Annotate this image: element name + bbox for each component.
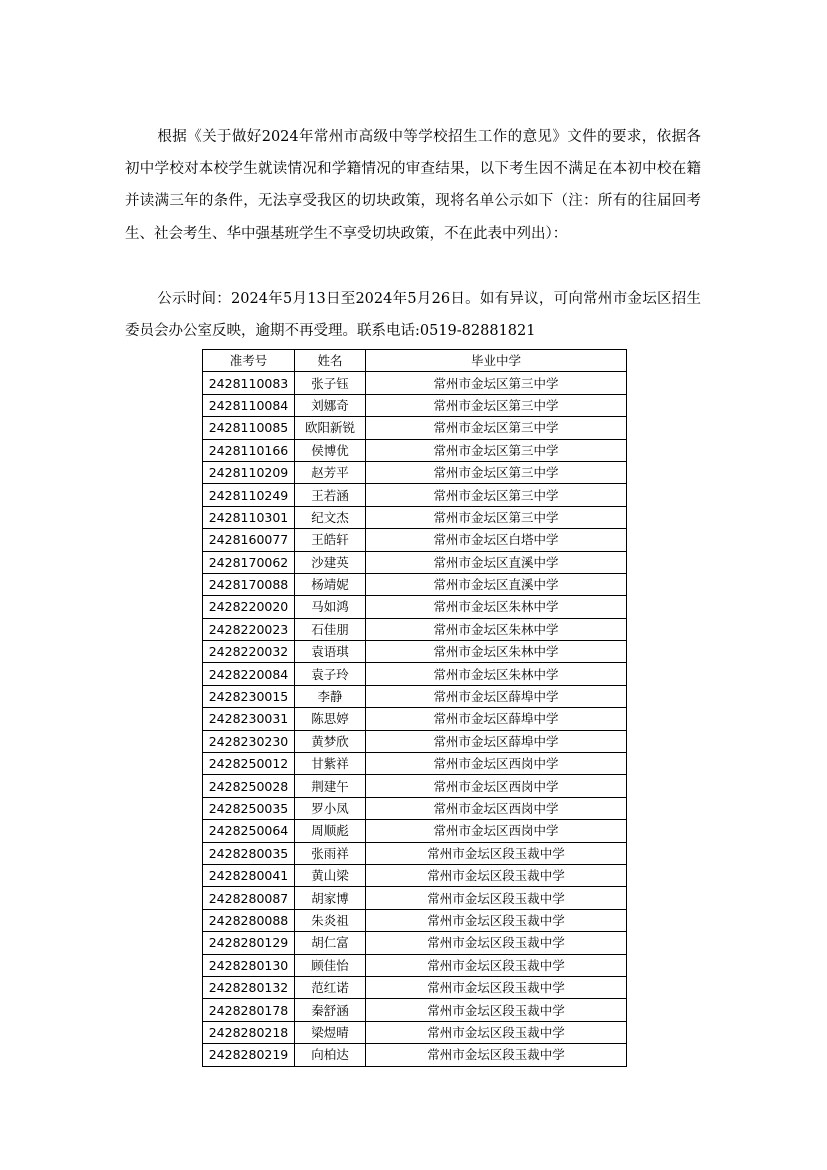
- notice-paragraph-period: [125, 283, 701, 347]
- table-row: [203, 820, 627, 842]
- cell-name: 欧阳新锐: [295, 417, 366, 439]
- table-row: [203, 932, 627, 954]
- cell-school: 常州市金坛区朱林中学: [366, 641, 627, 663]
- cell-school: 常州市金坛区直溪中学: [366, 551, 627, 573]
- cell-school: 常州市金坛区西岗中学: [366, 775, 627, 797]
- cell-school: 常州市金坛区段玉裁中学: [366, 887, 627, 909]
- cell-exam-number: 2428280178: [203, 999, 295, 1021]
- cell-school: 常州市金坛区白塔中学: [366, 529, 627, 551]
- cell-school: 常州市金坛区第三中学: [366, 439, 627, 461]
- cell-name: 侯博优: [295, 439, 366, 461]
- table-row: [203, 842, 627, 864]
- cell-exam-number: 2428110209: [203, 461, 295, 483]
- notice-paragraph-intro-text: 根据《关于做好2024年常州市高级中等学校招生工作的意见》文件的要求，依据各初中学校对本校学生就读情况和学籍情况的审查结果，以下考生因不满足在本初中校在籍并读满三年的条件，无法享受我区的切块政策，现将名单公示如下（注：所有的往届回考生、社会考生、华中强基班学生不享受切块政策，不在此表中列出）：: [125, 129, 701, 242]
- table-row: [203, 775, 627, 797]
- cell-name: 刘娜奇: [295, 394, 366, 416]
- cell-exam-number: 2428280132: [203, 976, 295, 998]
- cell-name: 胡仁富: [295, 932, 366, 954]
- cell-name: 甘紫祥: [295, 753, 366, 775]
- cell-exam-number: 2428280035: [203, 842, 295, 864]
- table-row: [203, 461, 627, 483]
- cell-school: 常州市金坛区第三中学: [366, 484, 627, 506]
- cell-name: 王若涵: [295, 484, 366, 506]
- table-row: [203, 596, 627, 618]
- cell-school: 常州市金坛区薛埠中学: [366, 708, 627, 730]
- notice-paragraph-intro: [125, 121, 701, 250]
- table-row: [203, 551, 627, 573]
- table-row: [203, 887, 627, 909]
- table-row: [203, 1021, 627, 1043]
- cell-name: 荆建午: [295, 775, 366, 797]
- cell-name: 袁语琪: [295, 641, 366, 663]
- cell-school: 常州市金坛区段玉裁中学: [366, 1021, 627, 1043]
- cell-school: 常州市金坛区第三中学: [366, 394, 627, 416]
- table-row: [203, 864, 627, 886]
- table-row: [203, 529, 627, 551]
- cell-exam-number: 2428220020: [203, 596, 295, 618]
- cell-exam-number: 2428280041: [203, 864, 295, 886]
- table-row: [203, 976, 627, 998]
- cell-school: 常州市金坛区直溪中学: [366, 573, 627, 595]
- table-row: [203, 372, 627, 394]
- cell-school: 常州市金坛区西岗中学: [366, 753, 627, 775]
- header-exam-number: 准考号: [203, 350, 295, 372]
- cell-name: 梁煜晴: [295, 1021, 366, 1043]
- cell-exam-number: 2428250012: [203, 753, 295, 775]
- cell-name: 赵芳平: [295, 461, 366, 483]
- table-row: [203, 417, 627, 439]
- cell-school: 常州市金坛区段玉裁中学: [366, 842, 627, 864]
- cell-school: 常州市金坛区段玉裁中学: [366, 976, 627, 998]
- header-school: 毕业中学: [366, 350, 627, 372]
- cell-exam-number: 2428110084: [203, 394, 295, 416]
- cell-name: 张子钰: [295, 372, 366, 394]
- table-row: [203, 663, 627, 685]
- cell-school: 常州市金坛区段玉裁中学: [366, 932, 627, 954]
- cell-school: 常州市金坛区朱林中学: [366, 663, 627, 685]
- table-row: [203, 484, 627, 506]
- cell-exam-number: 2428230015: [203, 685, 295, 707]
- cell-school: 常州市金坛区薛埠中学: [366, 685, 627, 707]
- cell-school: 常州市金坛区西岗中学: [366, 797, 627, 819]
- cell-name: 秦舒涵: [295, 999, 366, 1021]
- cell-exam-number: 2428220023: [203, 618, 295, 640]
- cell-exam-number: 2428110083: [203, 372, 295, 394]
- cell-school: 常州市金坛区西岗中学: [366, 820, 627, 842]
- cell-exam-number: 2428110301: [203, 506, 295, 528]
- cell-name: 陈思婷: [295, 708, 366, 730]
- cell-school: 常州市金坛区段玉裁中学: [366, 999, 627, 1021]
- cell-school: 常州市金坛区段玉裁中学: [366, 909, 627, 931]
- cell-name: 罗小凤: [295, 797, 366, 819]
- cell-exam-number: 2428280130: [203, 954, 295, 976]
- cell-name: 范红诺: [295, 976, 366, 998]
- cell-name: 杨靖妮: [295, 573, 366, 595]
- table-row: [203, 730, 627, 752]
- cell-school: 常州市金坛区朱林中学: [366, 596, 627, 618]
- table-header-row: [203, 350, 627, 372]
- cell-name: 张雨祥: [295, 842, 366, 864]
- table-row: [203, 685, 627, 707]
- table-row: [203, 641, 627, 663]
- cell-exam-number: 2428170088: [203, 573, 295, 595]
- table-row: [203, 753, 627, 775]
- cell-name: 周顺彪: [295, 820, 366, 842]
- cell-name: 纪文杰: [295, 506, 366, 528]
- cell-exam-number: 2428220032: [203, 641, 295, 663]
- cell-school: 常州市金坛区第三中学: [366, 506, 627, 528]
- table-row: [203, 394, 627, 416]
- cell-name: 黄山梁: [295, 864, 366, 886]
- cell-name: 沙建英: [295, 551, 366, 573]
- cell-exam-number: 2428250028: [203, 775, 295, 797]
- cell-name: 向柏达: [295, 1044, 366, 1066]
- cell-exam-number: 2428250064: [203, 820, 295, 842]
- cell-exam-number: 2428280088: [203, 909, 295, 931]
- cell-exam-number: 2428160077: [203, 529, 295, 551]
- cell-school: 常州市金坛区薛埠中学: [366, 730, 627, 752]
- cell-name: 石佳朋: [295, 618, 366, 640]
- cell-name: 李静: [295, 685, 366, 707]
- cell-exam-number: 2428110085: [203, 417, 295, 439]
- cell-exam-number: 2428220084: [203, 663, 295, 685]
- table-row: [203, 999, 627, 1021]
- cell-school: 常州市金坛区第三中学: [366, 417, 627, 439]
- cell-name: 顾佳怡: [295, 954, 366, 976]
- cell-school: 常州市金坛区第三中学: [366, 372, 627, 394]
- cell-name: 胡家博: [295, 887, 366, 909]
- table-row: [203, 909, 627, 931]
- cell-name: 王皓轩: [295, 529, 366, 551]
- table-row: [203, 506, 627, 528]
- cell-school: 常州市金坛区段玉裁中学: [366, 864, 627, 886]
- cell-exam-number: 2428110166: [203, 439, 295, 461]
- cell-name: 马如鸿: [295, 596, 366, 618]
- cell-exam-number: 2428280219: [203, 1044, 295, 1066]
- cell-exam-number: 2428280218: [203, 1021, 295, 1043]
- table-row: [203, 439, 627, 461]
- student-list-table: [202, 349, 627, 1067]
- table-row: [203, 954, 627, 976]
- table-row: [203, 573, 627, 595]
- table-row: [203, 1044, 627, 1066]
- cell-exam-number: 2428280129: [203, 932, 295, 954]
- table-row: [203, 708, 627, 730]
- cell-exam-number: 2428280087: [203, 887, 295, 909]
- cell-exam-number: 2428250035: [203, 797, 295, 819]
- cell-school: 常州市金坛区朱林中学: [366, 618, 627, 640]
- cell-name: 袁子玲: [295, 663, 366, 685]
- cell-school: 常州市金坛区第三中学: [366, 461, 627, 483]
- cell-name: 黄梦欣: [295, 730, 366, 752]
- table-row: [203, 797, 627, 819]
- cell-exam-number: 2428170062: [203, 551, 295, 573]
- table-body: [203, 372, 627, 1066]
- notice-paragraph-period-text: 公示时间：2024年5月13日至2024年5月26日。如有异议，可向常州市金坛区招生委员会办公室反映，逾期不再受理。联系电话:0519-82881821: [125, 291, 701, 340]
- cell-exam-number: 2428230230: [203, 730, 295, 752]
- table-row: [203, 618, 627, 640]
- header-name: 姓名: [295, 350, 366, 372]
- cell-school: 常州市金坛区段玉裁中学: [366, 1044, 627, 1066]
- cell-name: 朱炎祖: [295, 909, 366, 931]
- cell-exam-number: 2428110249: [203, 484, 295, 506]
- cell-exam-number: 2428230031: [203, 708, 295, 730]
- cell-school: 常州市金坛区段玉裁中学: [366, 954, 627, 976]
